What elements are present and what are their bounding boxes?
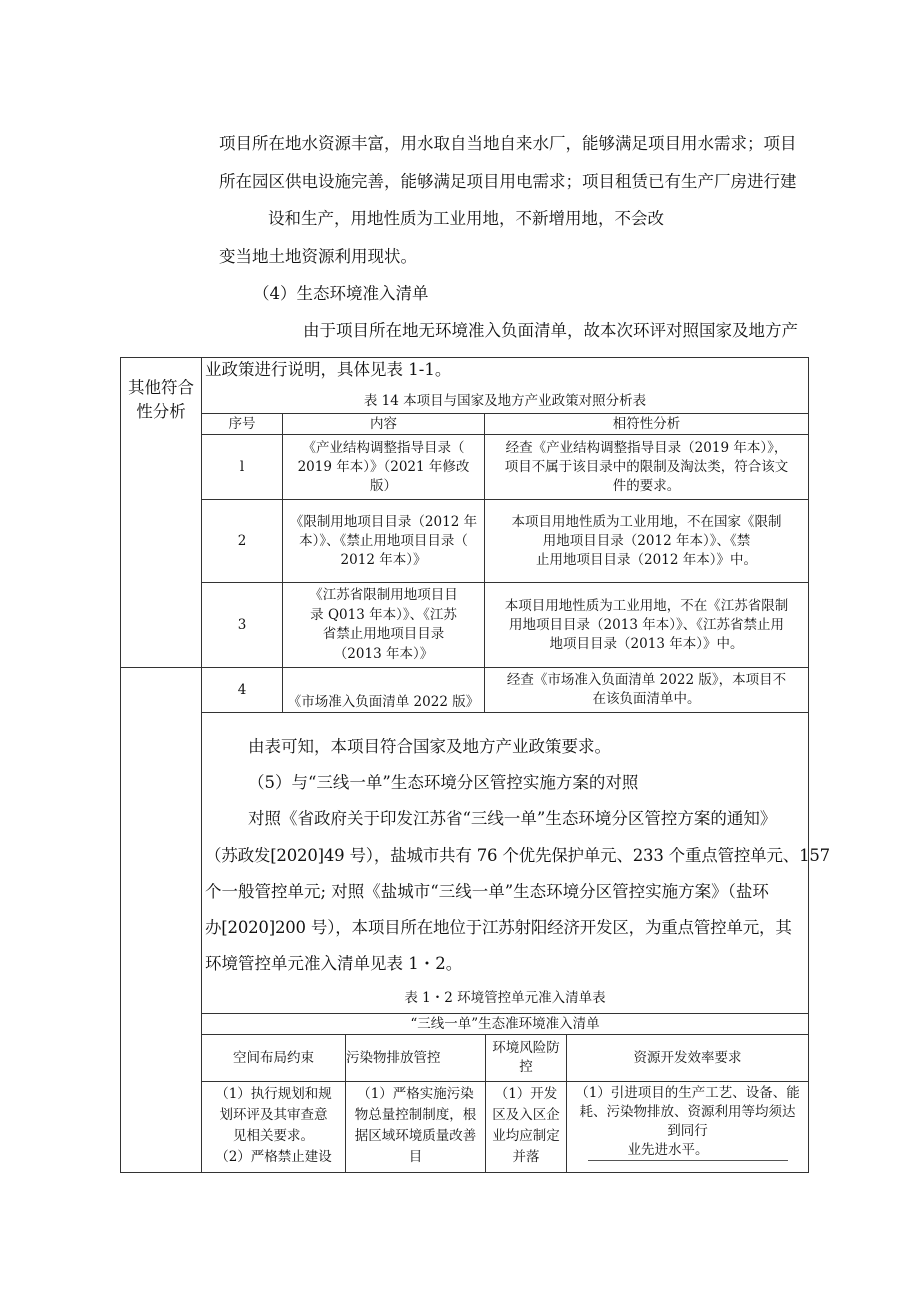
table14-header-content: 内容 xyxy=(370,415,397,432)
table12-super-header: “三线一单”生态准环境准入清单 xyxy=(410,1015,600,1032)
table14-header-analysis: 相符性分析 xyxy=(612,415,681,432)
table14-caption: 表 14 本项目与国家及地方产业政策对照分析表 xyxy=(363,393,647,409)
cell-line: 物总量控制制度，根 xyxy=(354,1107,477,1123)
table14-row3-analysis xyxy=(485,583,808,667)
cell-line: 2019 年本）》（2021 年修改 xyxy=(297,458,470,475)
body2-line-4: 办[2020]200 号），本项目所在地位于江苏射阳经济开发区，为重点管控单元，其 xyxy=(205,918,792,937)
cell-line: 止用地项目目录（2012 年本）》中。 xyxy=(536,551,757,568)
cell-line: 省禁止用地项目目录 xyxy=(322,626,445,642)
table14-row1-analysis xyxy=(485,435,808,499)
cell-line: 《限制用地项目目录（2012 年 xyxy=(289,513,478,530)
intro-line-4: 变当地土地资源利用现状。 xyxy=(219,247,417,266)
cell-line: （1）执行规划和规 xyxy=(215,1086,332,1102)
table12-cell-risk xyxy=(486,1082,566,1170)
cell-line: 本项目用地性质为工业用地，不在《江苏省限制 xyxy=(504,597,789,614)
cell-line: 区及入区企 xyxy=(492,1107,560,1123)
cell-line: 用地项目目录（2013 年本）》、《江苏省禁止用 xyxy=(509,616,784,633)
intro-line-3: 设和生产，用地性质为工业用地，不新增用地，不会改 xyxy=(268,209,664,228)
table12-header-layout: 空间布局约束 xyxy=(233,1049,314,1066)
table14-row2-no: 2 xyxy=(237,532,247,549)
heading-5: （5）与“三线一单”生态环境分区管控实施方案的对照 xyxy=(248,773,639,792)
cell-line: 经查《市场准入负面清单 2022 版》，本项目不 xyxy=(506,672,787,688)
cell-line: 控 xyxy=(519,1059,533,1075)
table14-row4-analysis xyxy=(485,668,808,712)
cell-line: 《江苏省限制用地项目目 xyxy=(309,587,458,603)
side-label xyxy=(121,376,201,424)
cell-line: （1）开发 xyxy=(494,1086,558,1102)
side-label-line: 性分析 xyxy=(136,402,186,421)
table14-row3-no: 3 xyxy=(237,616,247,633)
table14-header-no: 序号 xyxy=(228,415,256,432)
heading-4: （4）生态环境准入清单 xyxy=(253,284,429,303)
cell-line: 用地项目目录（2012 年本）》、《禁 xyxy=(542,532,751,549)
cell-line: 业先进水平。 xyxy=(588,1141,788,1161)
cell-line: 本）》、《禁止用地项目目录（ xyxy=(299,532,468,549)
cell-line: 在该负面清单中。 xyxy=(592,691,701,707)
table14-row1-no: l xyxy=(239,458,245,475)
cell-line: 到同行 xyxy=(667,1123,708,1139)
cell-line: 《产业结构调整指导目录（ xyxy=(302,439,465,456)
table12-cell-pollution xyxy=(346,1082,485,1170)
body2-line-3: 个一般管控单元; 对照《盐城市“三线一单”生态环境分区管控实施方案》（盐环 xyxy=(205,882,769,901)
cell-line: 经查《产业结构调整指导目录（2019 年本）》， xyxy=(505,439,788,456)
table12-header-risk xyxy=(486,1035,566,1081)
cell-line: 本项目用地性质为工业用地，不在国家《限制 xyxy=(511,513,782,530)
cell-line: 划环评及其审查意 xyxy=(219,1107,328,1123)
cell-line: 并落 xyxy=(512,1149,540,1165)
table14-row3-content xyxy=(283,583,484,667)
conclusion-text: 由表可知，本项目符合国家及地方产业政策要求。 xyxy=(248,737,611,756)
table14-row4-content: 《市场准入负面清单 2022 版》 xyxy=(287,694,480,710)
intro-para-2a: 由于项目所在地无环境准入负面清单，故本次环评对照国家及地方产 xyxy=(303,321,798,340)
cell-line: （1）引进项目的生产工艺、设备、能 xyxy=(575,1085,800,1101)
cell-line: 地项目目录（2013 年本）》中。 xyxy=(549,635,744,652)
cell-line: 耗、污染物排放、资源利用等均须达 xyxy=(579,1104,796,1120)
side-label-line: 其他符合 xyxy=(128,378,194,397)
cell-line: （1）严格实施污染 xyxy=(357,1086,474,1102)
intro-line-2: 所在园区供电设施完善，能够满足项目用电需求；项目租赁已有生产厂房进行建 xyxy=(219,172,797,191)
table12-cell-layout xyxy=(202,1082,345,1170)
body2-line-2: （苏政发[2020]49 号），盐城市共有 76 个优先保护单元、233 个重点管控单元、157 xyxy=(205,846,830,865)
intro-para-2b: 业政策进行说明，具体见表 1-1。 xyxy=(205,360,452,379)
body2-line-1: 对照《省政府关于印发江苏省“三线一单”生态环境分区管控方案的通知》 xyxy=(248,809,777,828)
table14-row2-analysis xyxy=(485,500,808,582)
table14-row2-content xyxy=(283,500,484,582)
cell-line: （2）严格禁止建设 xyxy=(215,1149,332,1165)
cell-line: 业均应制定 xyxy=(492,1128,560,1144)
cell-line: 2012 年本）》 xyxy=(340,551,427,568)
table12-header-resource: 资源开发效率要求 xyxy=(633,1049,742,1066)
table12-caption: 表 1・2 环境管控单元准入清单表 xyxy=(404,990,606,1006)
body2-line-5: 环境管控单元准入清单见表 1・2。 xyxy=(205,954,463,973)
cell-line: 环境风险防 xyxy=(492,1040,560,1056)
cell-line: （2013 年本）》 xyxy=(333,645,434,662)
table14-row1-content xyxy=(283,435,484,499)
cell-line: 项目不属于该目录中的限制及淘汰类，符合该文 xyxy=(504,458,789,475)
intro-line-1: 项目所在地水资源丰富，用水取自当地自来水厂，能够满足项目用水需求；项目 xyxy=(219,134,797,153)
cell-line: 件的要求。 xyxy=(612,477,681,494)
cell-line: 目 xyxy=(408,1149,423,1165)
table12-cell-resource xyxy=(567,1082,808,1172)
cell-line: 据区域环境质量改善 xyxy=(354,1128,477,1144)
cell-line: 录 Q013 年本）》、《江苏 xyxy=(310,606,457,623)
cell-line: 版） xyxy=(370,477,397,494)
cell-line: 见相关要求。 xyxy=(233,1128,314,1144)
table12-header-pollution: 污染物排放管控 xyxy=(346,1049,441,1066)
table14-row4-no: 4 xyxy=(237,681,247,698)
